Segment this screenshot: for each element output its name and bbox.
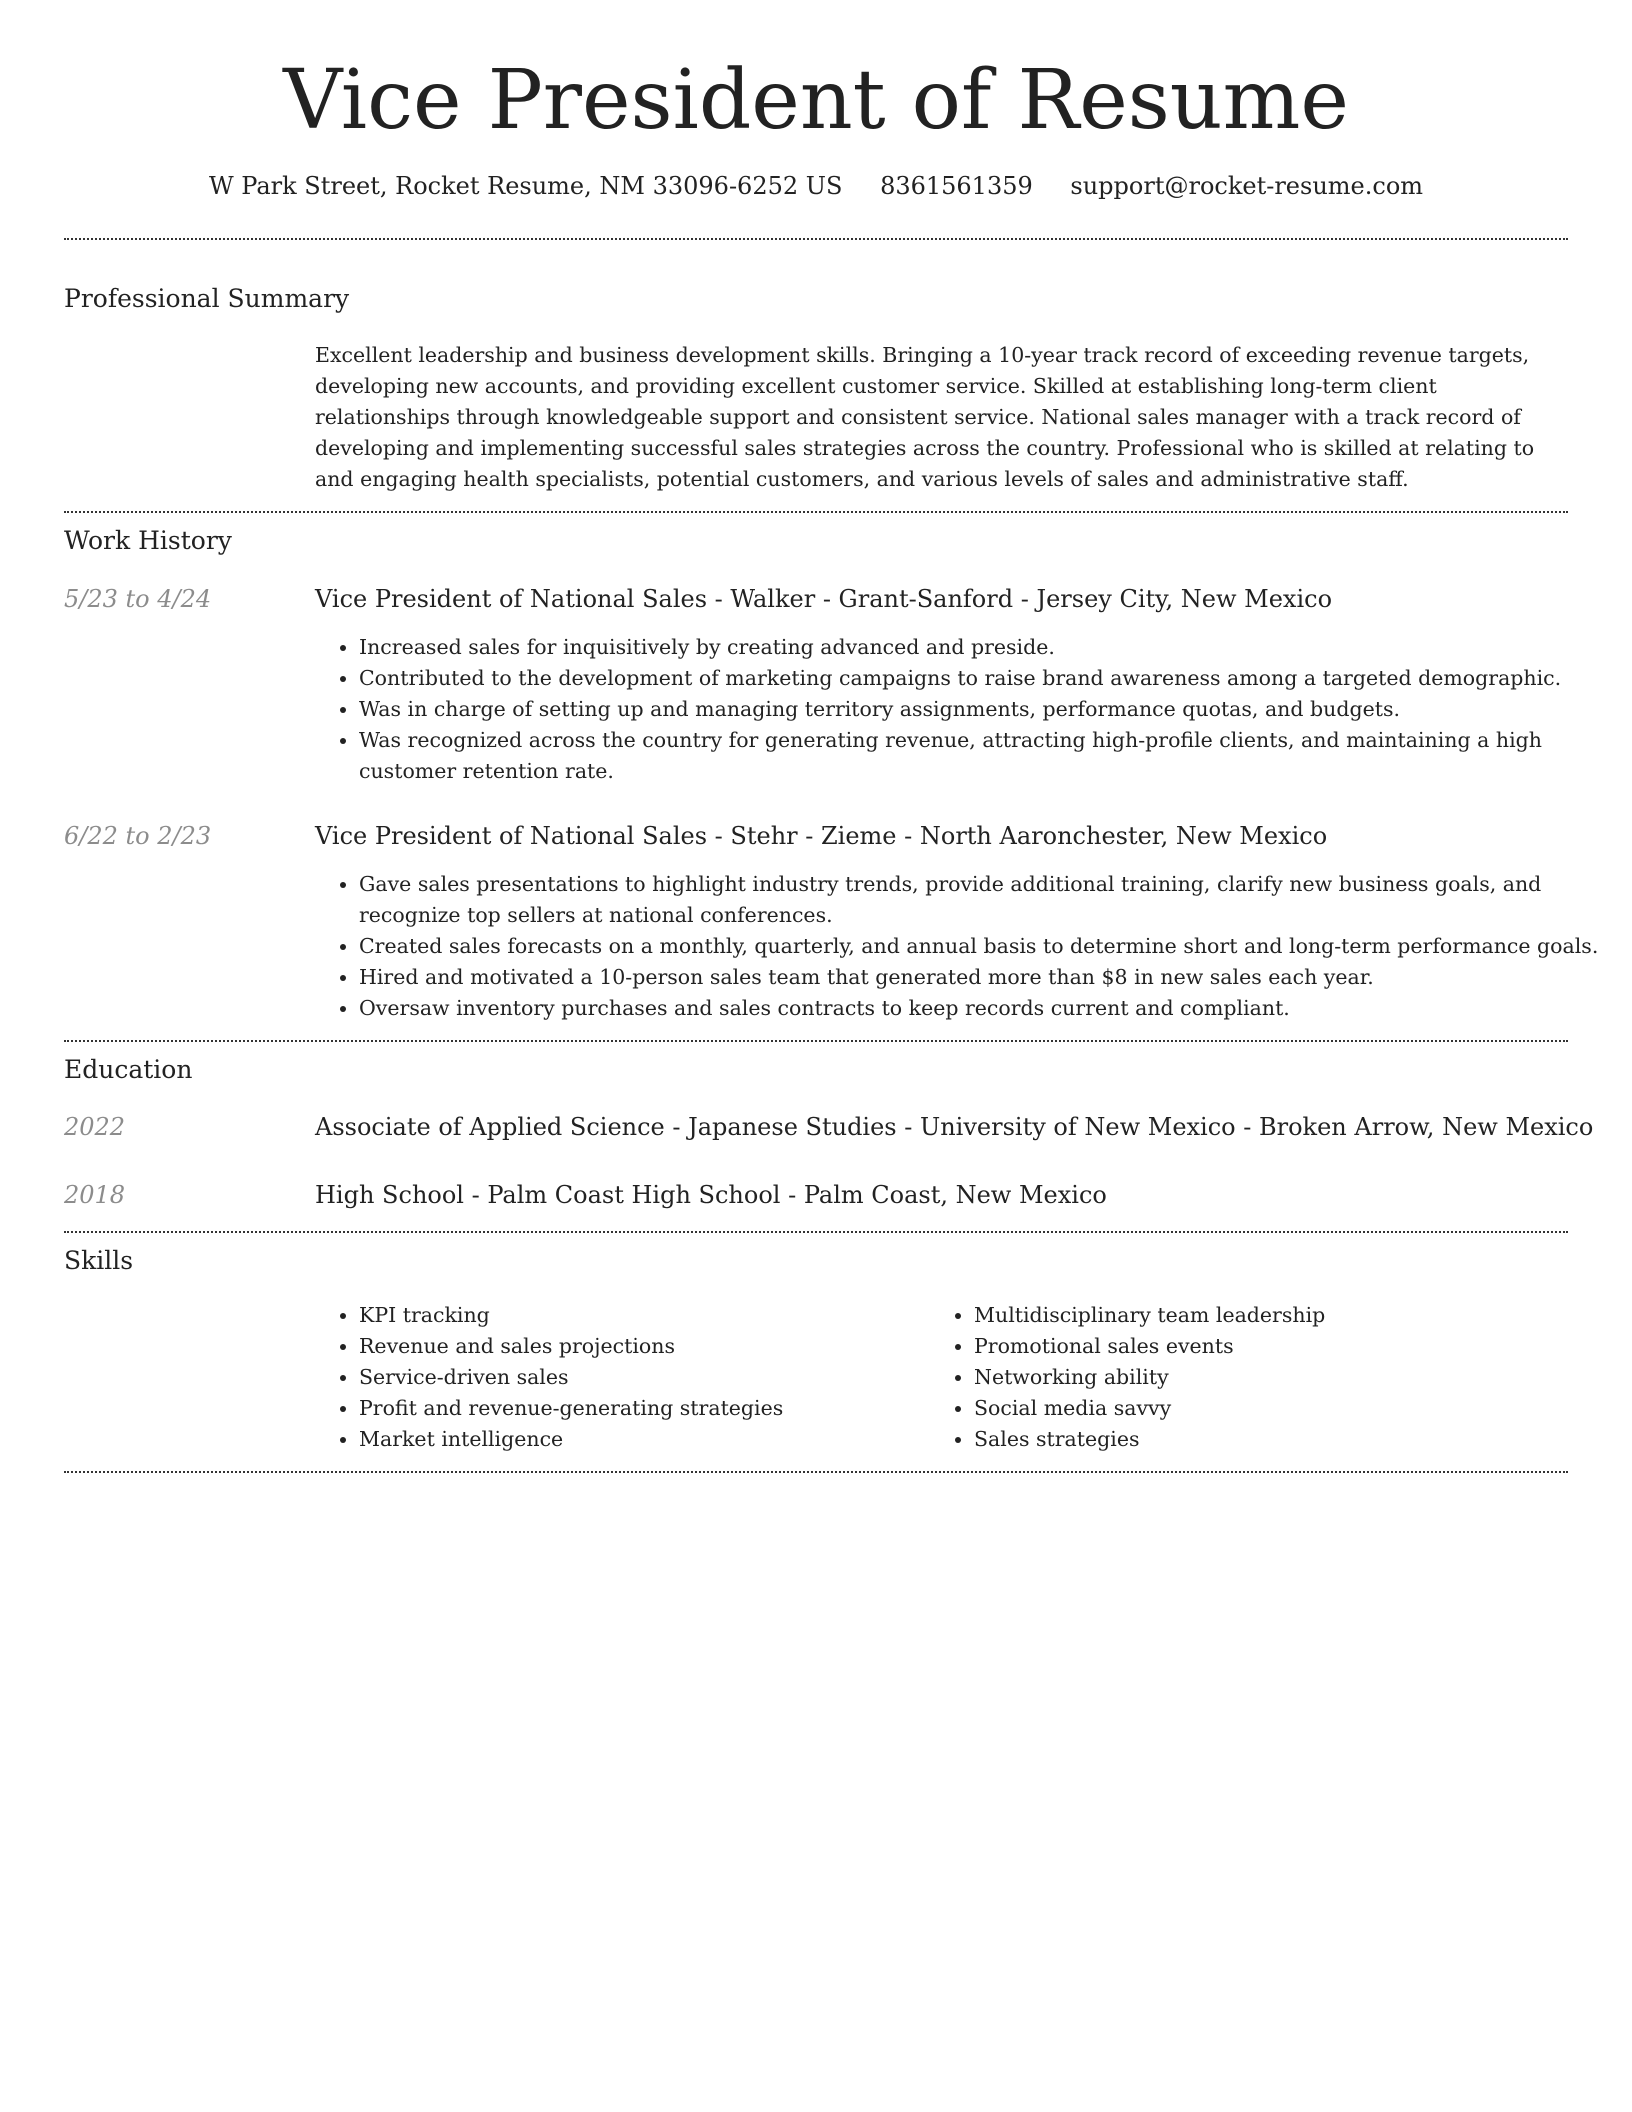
list-item: • Contributed to the development of marketing campaigns to raise brand awareness among a targeted demographic. (359, 663, 1614, 694)
skill-item: • KPI tracking (359, 1300, 959, 1331)
list-item: • Was recognized across the country for generating revenue, attracting high-profile clients, and maintaining a high customer retention rate. (359, 725, 1614, 787)
summary-heading: Professional Summary (64, 284, 350, 313)
job-title-line (315, 819, 1575, 853)
job-dates: 6/22 to 2/23 (64, 822, 212, 850)
skill-item: • Revenue and sales projections (359, 1331, 959, 1362)
education-line (315, 1178, 1575, 1212)
education-year: 2018 (64, 1181, 126, 1209)
section-divider (64, 511, 1568, 513)
education-school-location: - Palm Coast High School - Palm Coast, New Mexico (463, 1181, 1107, 1209)
job-title: Vice President of National Sales (315, 822, 708, 850)
section-divider (64, 1040, 1568, 1042)
job-employer-location: - Walker - Grant-Sanford - Jersey City, New Mexico (707, 585, 1333, 613)
job-employer-location: - Stehr - Zieme - North Aaronchester, New Mexico (707, 822, 1328, 850)
list-item: • Increased sales for inquisitively by creating advanced and preside. (359, 632, 1614, 663)
skill-item: • Networking ability (974, 1362, 1574, 1393)
job-title-line (315, 582, 1575, 616)
skills-list-right (930, 1300, 1574, 1455)
education-line (315, 1110, 1594, 1144)
skill-item: • Promotional sales events (974, 1331, 1574, 1362)
list-item: • Was in charge of setting up and managing territory assignments, performance quotas, and budgets. (359, 694, 1614, 725)
work-history-heading: Work History (64, 526, 232, 555)
contact-phone: 8361561359 (880, 172, 1033, 200)
resume-name: Vice President of Resume (283, 53, 1349, 148)
skill-item: • Market intelligence (359, 1424, 959, 1455)
section-divider (64, 238, 1568, 240)
contact-line (0, 170, 1632, 202)
skills-list-left (315, 1300, 959, 1455)
skill-item: • Social media savvy (974, 1393, 1574, 1424)
contact-email[interactable]: support@rocket-resume.com (1070, 172, 1424, 200)
skill-item: • Multidisciplinary team leadership (974, 1300, 1574, 1331)
list-item: • Gave sales presentations to highlight industry trends, provide additional training, clarify new business goals, and recognize top sellers at national conferences. (359, 869, 1614, 931)
education-year: 2022 (64, 1113, 126, 1141)
job-title: Vice President of National Sales (315, 585, 708, 613)
skill-item: • Sales strategies (974, 1424, 1574, 1455)
list-item: • Hired and motivated a 10-person sales team that generated more than $8 in new sales each year. (359, 962, 1614, 993)
education-heading: Education (64, 1055, 193, 1084)
job-dates: 5/23 to 4/24 (64, 585, 212, 613)
skills-heading: Skills (64, 1246, 134, 1275)
summary-text: Excellent leadership and business development skills. Bringing a 10-year track record of exceeding revenue targets, developing new accounts, and providing excellent customer service. Skilled at establishing long-term client relationships through knowledgeable support and consistent service. National sales manager with a track record of developing and implementing successful sales strategies across the country. Professional who is skilled at relating to and engaging health specialists, potential customers, and various levels of sales and administrative staff. (315, 343, 1535, 491)
job-bullets (315, 869, 1614, 1024)
skill-item: • Profit and revenue-generating strategies (359, 1393, 959, 1424)
education-school-location: - University of New Mexico - Broken Arrow, New Mexico (896, 1113, 1594, 1141)
list-item: • Oversaw inventory purchases and sales contracts to keep records current and compliant. (359, 993, 1614, 1024)
section-divider (64, 1231, 1568, 1233)
list-item: • Created sales forecasts on a monthly, quarterly, and annual basis to determine short and long-term performance goals. (359, 931, 1614, 962)
education-degree: Associate of Applied Science - Japanese Studies (315, 1113, 897, 1141)
section-divider (64, 1471, 1568, 1473)
job-bullets (315, 632, 1614, 787)
education-degree: High School (315, 1181, 464, 1209)
skill-item: • Service-driven sales (359, 1362, 959, 1393)
contact-address: W Park Street, Rocket Resume, NM 33096-6252 US (208, 172, 843, 200)
